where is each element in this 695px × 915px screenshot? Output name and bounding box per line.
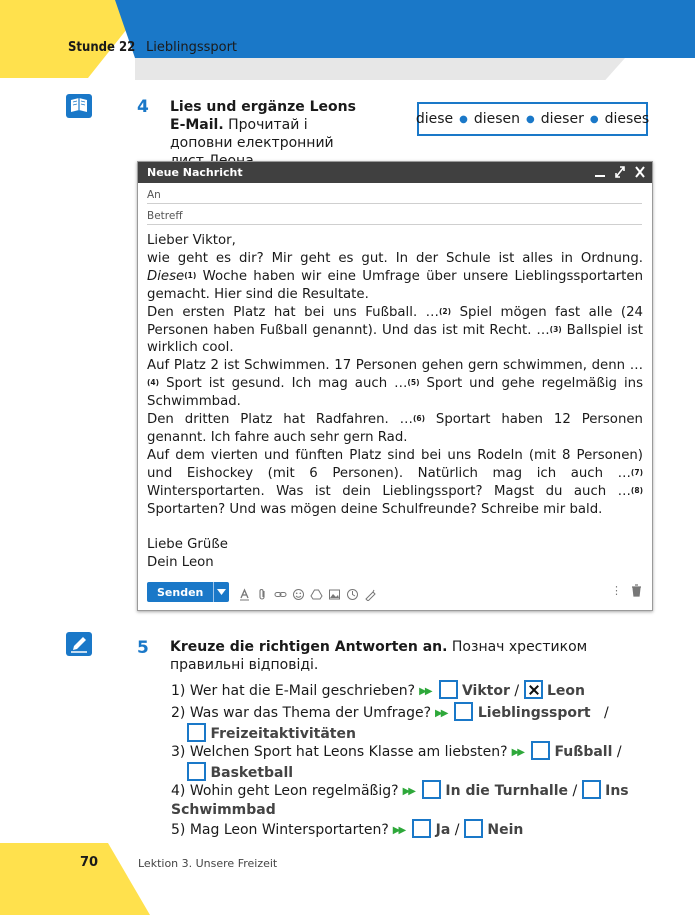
lesson-number: Stunde 22: [68, 40, 136, 55]
question-4: 4) Wohin geht Leon regelmäßig? ▶▶ In die Turnhalle / Ins Schwimmbad: [171, 780, 651, 820]
word-separator-dot: ●: [589, 113, 599, 125]
more-options-icon[interactable]: ⋮: [611, 584, 622, 597]
word-box: [417, 102, 648, 136]
arrow-icon: ▶▶: [435, 708, 447, 719]
task5-number: 5: [137, 638, 149, 658]
send-options-icon[interactable]: [213, 582, 229, 602]
checkbox-freizeitaktivitaeten[interactable]: [187, 723, 206, 742]
lesson-title: Lieblingssport: [146, 40, 238, 55]
question-1: 1) Wer hat die E-Mail geschrieben? ▶▶ Viktor / Leon: [171, 680, 651, 701]
word-4: dieses: [604, 111, 650, 127]
text-format-icon[interactable]: [238, 586, 251, 599]
trash-icon[interactable]: [631, 584, 642, 600]
email-paragraph-1: wie geht es dir? Mir geht es gut. In der Schule ist alles in Ordnung. Diese$^{(1)}$ Woche haben wir eine Umfrage über unsere Lieblingssportarten gemacht. Hier sind die Resultate.: [147, 250, 643, 302]
word-1: diese: [415, 111, 454, 127]
checkbox-leon[interactable]: [524, 680, 543, 699]
task5-instruction-de: Kreuze die richtigen Antworten an.: [170, 639, 448, 655]
attach-icon[interactable]: [256, 586, 269, 599]
subject-label: Betreff: [147, 210, 183, 222]
pencil-icon: [66, 632, 92, 656]
emoji-icon[interactable]: [292, 586, 305, 599]
task4-number: 4: [137, 97, 149, 117]
checkbox-fussball[interactable]: [531, 741, 550, 760]
task5-instruction-uk: Познач хрестиком правильні відповіді.: [170, 639, 588, 673]
image-icon[interactable]: [328, 586, 341, 599]
expand-icon[interactable]: [614, 165, 626, 179]
confidential-icon[interactable]: [346, 586, 359, 599]
arrow-icon: ▶▶: [419, 686, 431, 697]
arrow-icon: ▶▶: [392, 825, 405, 836]
email-body[interactable]: [147, 232, 643, 572]
arrow-icon: ▶▶: [402, 786, 414, 797]
question-3: 3) Welchen Sport hat Leons Klasse am liebsten? ▶▶ Fußball / Basketball: [171, 741, 651, 783]
checkbox-turnhalle[interactable]: [422, 780, 441, 799]
header-grey-band: [135, 58, 625, 80]
book-icon: [66, 94, 92, 118]
task4-instruction-uk: Прочитай і доповни електронний: [170, 117, 334, 151]
email-signature: Dein Leon: [147, 555, 214, 571]
email-greeting: Lieber Viktor,: [147, 233, 236, 248]
checkbox-basketball[interactable]: [187, 762, 206, 781]
task5-instruction: [170, 638, 651, 674]
task4-instruction-de: Lies und ergänze Leons E-Mail.: [170, 99, 356, 133]
word-2: diesen: [473, 111, 521, 127]
word-3: dieser: [540, 111, 584, 127]
question-5: 5) Mag Leon Wintersportarten? ▶▶ Ja / Nein: [171, 819, 651, 840]
send-label: Senden: [157, 585, 204, 599]
filled-answer-1: Diese: [147, 268, 185, 284]
drive-icon[interactable]: [310, 586, 323, 599]
checkbox-schwimmbad[interactable]: [582, 780, 601, 799]
word-separator-dot: ●: [526, 113, 535, 125]
email-paragraph-3: Auf Platz 2 ist Schwimmen. 17 Personen gehen gern schwimmen, denn …$^{(4)}$ Sport ist gesund. Ich mag auch …$^{(5)}$ Sport und gehe regelmäßig ins Schwimmbad.: [147, 358, 643, 410]
link-icon[interactable]: [274, 586, 287, 599]
checkbox-ja[interactable]: [412, 819, 431, 838]
email-toolbar: [147, 582, 642, 602]
email-paragraph-4: Den dritten Platz hat Radfahren. …$^{(6)}$ Sportart haben 12 Personen genannt. Ich fahre auch sehr gern Rad.: [147, 412, 643, 445]
email-window: [137, 161, 653, 611]
task4-instruction: [170, 98, 370, 170]
page-number: 70: [80, 855, 99, 870]
email-window-title: Neue Nachricht: [147, 166, 243, 179]
checkbox-viktor[interactable]: [439, 680, 458, 699]
email-paragraph-5: Auf dem vierten und fünften Platz sind bei uns Rodeln (mit 8 Personen) und Eishockey (mit 6 Personen). Natürlich mag ich auch …$^{(7)}$ Wintersportarten. Was ist dein Lieblingssport? Magst du auch …$^{(8)}$ Sportarten? Und was mögen deine Schulfreunde? Schreibe mir bald.: [147, 447, 643, 517]
question-2: 2) Was war das Thema der Umfrage? ▶▶ Lieblingssport / Freizeitaktivitäten: [171, 702, 651, 744]
email-titlebar: [138, 162, 652, 183]
word-separator-dot: ●: [459, 113, 468, 125]
arrow-icon: ▶▶: [511, 747, 523, 758]
to-label: An: [147, 189, 161, 201]
subject-field[interactable]: [147, 204, 642, 225]
email-closing: Liebe Grüße: [147, 537, 228, 553]
minimize-icon[interactable]: [594, 165, 606, 179]
checkbox-lieblingssport[interactable]: [454, 702, 473, 721]
signature-icon[interactable]: [364, 586, 377, 599]
to-field[interactable]: [147, 183, 642, 204]
footer-yellow-band: [0, 843, 150, 915]
chapter-title: Lektion 3. Unsere Freizeit: [138, 857, 278, 870]
close-icon[interactable]: [634, 165, 646, 179]
checkbox-nein[interactable]: [464, 819, 483, 838]
email-paragraph-2: Den ersten Platz hat bei uns Fußball. …$^{(2)}$ Spiel mögen fast alle (24 Personen haben Fußball genannt). Und das ist mit Recht. …$^{(3)}$ Ballspiel ist wirklich cool.: [147, 304, 643, 356]
send-button[interactable]: [147, 582, 229, 602]
